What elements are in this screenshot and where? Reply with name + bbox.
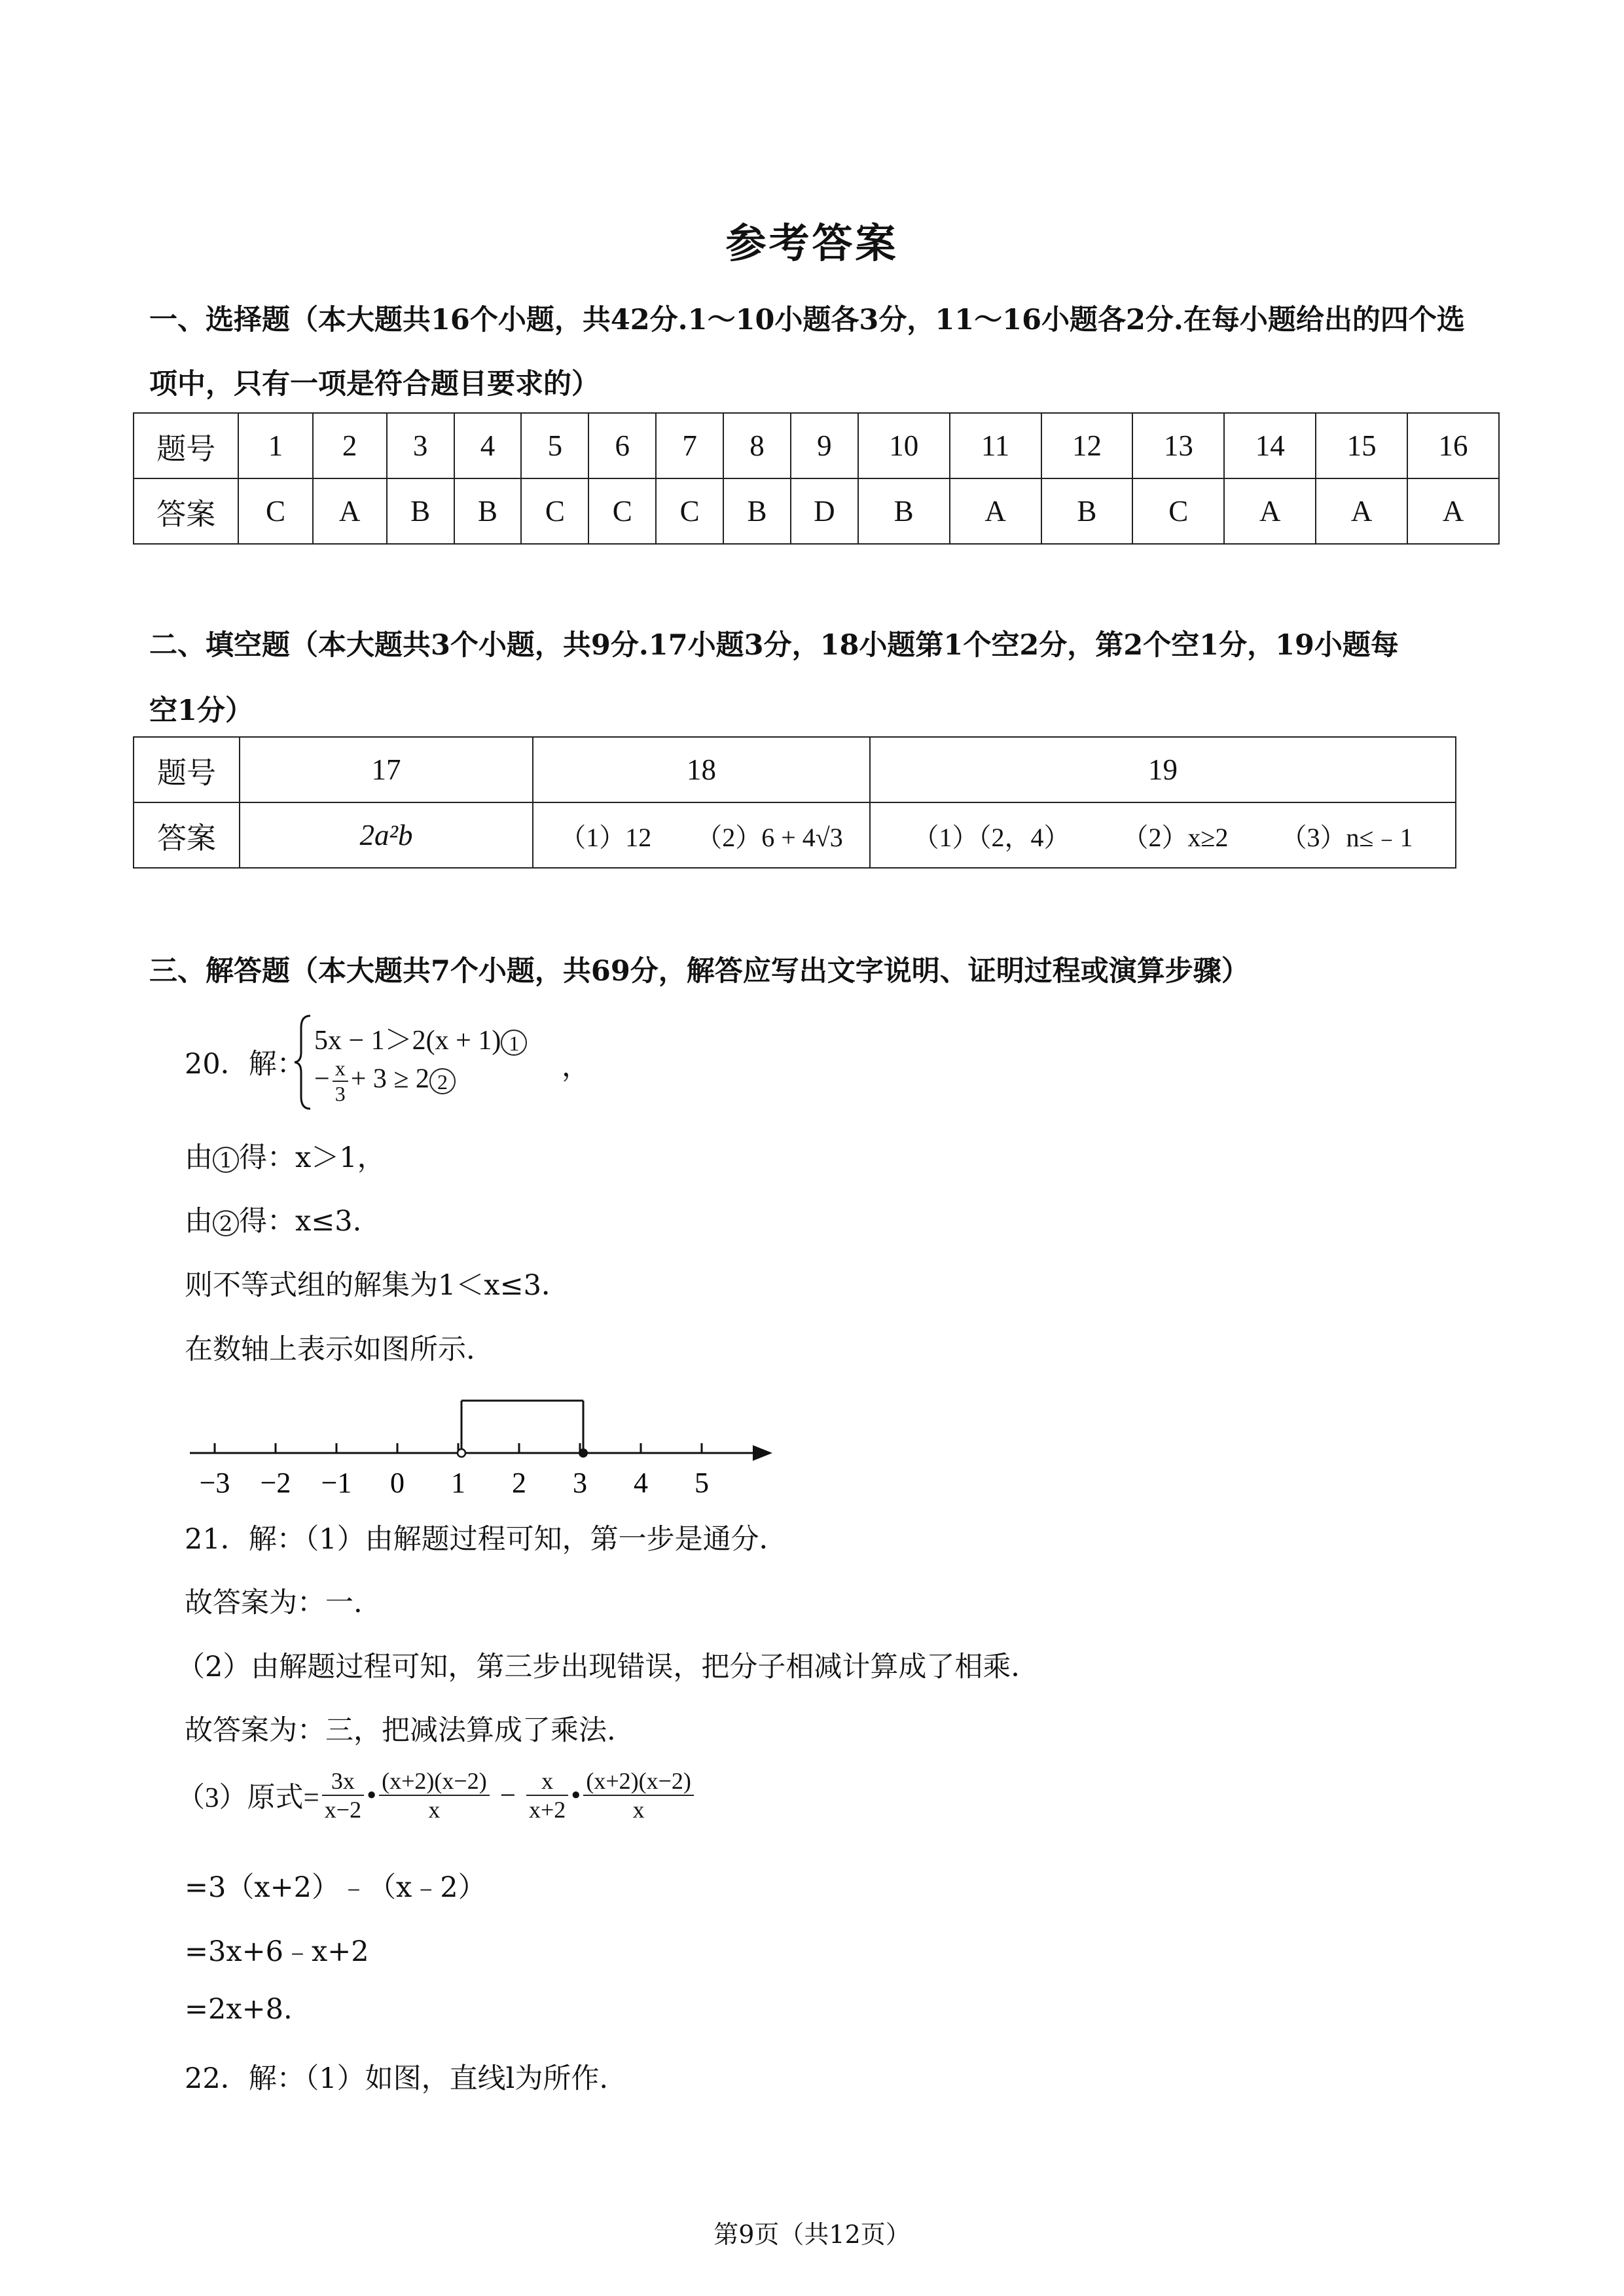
q21-line5 [177, 1767, 696, 1823]
section2-heading-line1: 二、填空题（本大题共3个小题，共9分.17小题3分，18小题第1个空2分，第2个空1分，19小题每 [149, 629, 1399, 662]
axis-tick-label: −2 [260, 1467, 291, 1499]
section1-heading-line1: 一、选择题（本大题共16个小题，共42分.1～10小题各3分，11～16小题各2分.在每小题给出的四个选 [149, 304, 1465, 336]
frac-den: x+2 [528, 1797, 566, 1823]
answer-cell: C [588, 478, 656, 544]
q21-line7: =3x+6﹣x+2 [185, 1935, 369, 1968]
q21-line4: 故答案为：三，把减法算成了乘法. [185, 1714, 616, 1747]
q21-line8: =2x+8. [185, 1993, 293, 2026]
choice-answer-table [133, 412, 1500, 545]
question-number: 1 [238, 413, 312, 478]
answer-cell: A [1316, 478, 1407, 544]
answer-cell: B [454, 478, 522, 544]
table-row-answers [134, 802, 1456, 868]
q20-prefix: 20．解： [185, 1048, 305, 1081]
q20-line2 [185, 1199, 361, 1239]
q20-line1 [185, 1136, 386, 1175]
answer-cell: A [1224, 478, 1316, 544]
question-number: 6 [588, 413, 656, 478]
page-title: 参考答案 [725, 219, 899, 267]
open-endpoint-1 [458, 1449, 465, 1457]
frac-num: 3x [322, 1767, 364, 1796]
axis-tick-label: 3 [573, 1467, 587, 1499]
question-number: 9 [791, 413, 858, 478]
page-footer: 第9页（共12页） [713, 2220, 911, 2249]
axis-tick-label: 4 [634, 1467, 648, 1499]
fraction [583, 1767, 694, 1823]
table-row-questions [134, 413, 1499, 478]
table-row-questions [134, 737, 1456, 802]
fraction [526, 1767, 568, 1823]
question-number: 15 [1316, 413, 1407, 478]
answer-cell: C [238, 478, 312, 544]
answer-cell: C [656, 478, 723, 544]
row-label-answer: 答案 [134, 802, 240, 868]
answer-cell: C [521, 478, 588, 544]
circled-number-2: 2 [429, 1068, 456, 1094]
section3-heading: 三、解答题（本大题共7个小题，共69分，解答应写出文字说明、证明过程或演算步骤） [149, 955, 1250, 988]
row-label-question: 题号 [134, 413, 238, 478]
answer-19-part3: （3）n≤﹣1 [1280, 822, 1413, 852]
answer-cell: B [858, 478, 950, 544]
question-number: 19 [870, 737, 1456, 802]
question-number: 8 [723, 413, 791, 478]
dot: • [367, 1780, 377, 1811]
q20-l1-a: 由 [185, 1141, 213, 1174]
question-number: 3 [387, 413, 454, 478]
q21-l5-prefix: （3）原式= [177, 1782, 319, 1814]
axis-tick-label: −3 [199, 1467, 230, 1499]
axis-tick-label: 1 [451, 1467, 465, 1499]
q20-equation-2 [314, 1056, 456, 1106]
q20-eq1-text: 5x − 1＞2(x + 1) [314, 1026, 501, 1056]
question-number: 16 [1407, 413, 1499, 478]
answer-18-part1: （1）12 [560, 822, 652, 852]
q20-line3: 则不等式组的解集为1＜x≤3． [185, 1269, 569, 1302]
axis-tick-label: 2 [512, 1467, 526, 1499]
q21-line1: 21．解：（1）由解题过程可知，第一步是通分． [185, 1523, 787, 1556]
question-number: 14 [1224, 413, 1316, 478]
q20-l2-b: 得：x≤3. [239, 1205, 362, 1238]
axis-tick-label: 5 [695, 1467, 709, 1499]
answer-cell: B [387, 478, 454, 544]
axis-arrow-icon [753, 1445, 772, 1461]
q21-line2: 故答案为：一. [185, 1587, 363, 1619]
frac-num: x [526, 1767, 568, 1796]
question-number: 13 [1132, 413, 1224, 478]
table-row-answers [134, 478, 1499, 544]
axis-tick-label: 0 [390, 1467, 405, 1499]
axis-tick-label: −1 [321, 1467, 352, 1499]
left-brace [293, 1013, 314, 1111]
answer-19 [870, 802, 1456, 868]
frac-den: x [632, 1797, 645, 1823]
frac-den: x [428, 1797, 441, 1823]
question-number: 10 [858, 413, 950, 478]
number-line [183, 1388, 772, 1505]
answer-cell: B [723, 478, 791, 544]
answer-cell: A [950, 478, 1041, 544]
row-label-question: 题号 [134, 737, 240, 802]
q20-line4: 在数轴上表示如图所示. [185, 1333, 475, 1366]
question-number: 2 [313, 413, 387, 478]
fraction-x-over-3 [333, 1056, 348, 1106]
section1-heading-line2: 项中，只有一项是符合题目要求的） [149, 368, 600, 401]
answer-19-part1: （1）（2，4） [912, 822, 1070, 852]
q21-line3: （2）由解题过程可知，第三步出现错误，把分子相减计算成了相乘． [177, 1651, 1039, 1683]
question-number: 4 [454, 413, 522, 478]
question-number: 12 [1041, 413, 1133, 478]
answer-cell: A [1407, 478, 1499, 544]
frac-num: (x+2)(x−2) [379, 1767, 490, 1796]
q20-eq2-tail: + 3 ≥ 2 [350, 1064, 429, 1094]
minus: − [499, 1780, 516, 1811]
frac-den: 3 [334, 1082, 346, 1105]
circled-number-1: 1 [213, 1147, 239, 1173]
answer-18-part2: （2）6 + 4√3 [696, 822, 843, 852]
section2-heading-line2: 空1分） [149, 694, 253, 727]
q22-line1: 22．解：（1）如图，直线l为所作. [185, 2062, 608, 2095]
q21-line6: =3（x+2）﹣（x﹣2） [185, 1871, 486, 1904]
answer-cell: C [1132, 478, 1224, 544]
row-label-answer: 答案 [134, 478, 238, 544]
answer-cell: A [313, 478, 387, 544]
q20-equation-1 [314, 1018, 527, 1058]
fill-answer-table [133, 736, 1456, 869]
axis-ticks [200, 1443, 709, 1499]
closed-endpoint-3 [579, 1448, 588, 1458]
dot: • [571, 1780, 581, 1811]
circled-number-1: 1 [501, 1030, 527, 1056]
frac-num: x [333, 1056, 348, 1082]
question-number: 18 [533, 737, 870, 802]
circled-number-2: 2 [213, 1210, 239, 1236]
question-number: 11 [950, 413, 1041, 478]
question-number: 5 [521, 413, 588, 478]
answer-19-part2: （2）x≥2 [1122, 822, 1229, 852]
answer-17: 2a²b [240, 802, 533, 868]
frac-den: x−2 [324, 1797, 362, 1823]
fraction [379, 1767, 490, 1823]
answer-cell: D [791, 478, 858, 544]
fraction [322, 1767, 364, 1823]
question-number: 17 [240, 737, 533, 802]
question-number: 7 [656, 413, 723, 478]
answer-18 [533, 802, 870, 868]
frac-num: (x+2)(x−2) [583, 1767, 694, 1796]
minus-sign: − [314, 1064, 330, 1094]
answer-cell: B [1041, 478, 1133, 544]
q20-l1-b: 得：x＞1， [239, 1141, 386, 1174]
q20-comma: ， [562, 1050, 590, 1083]
q20-l2-a: 由 [185, 1205, 213, 1238]
